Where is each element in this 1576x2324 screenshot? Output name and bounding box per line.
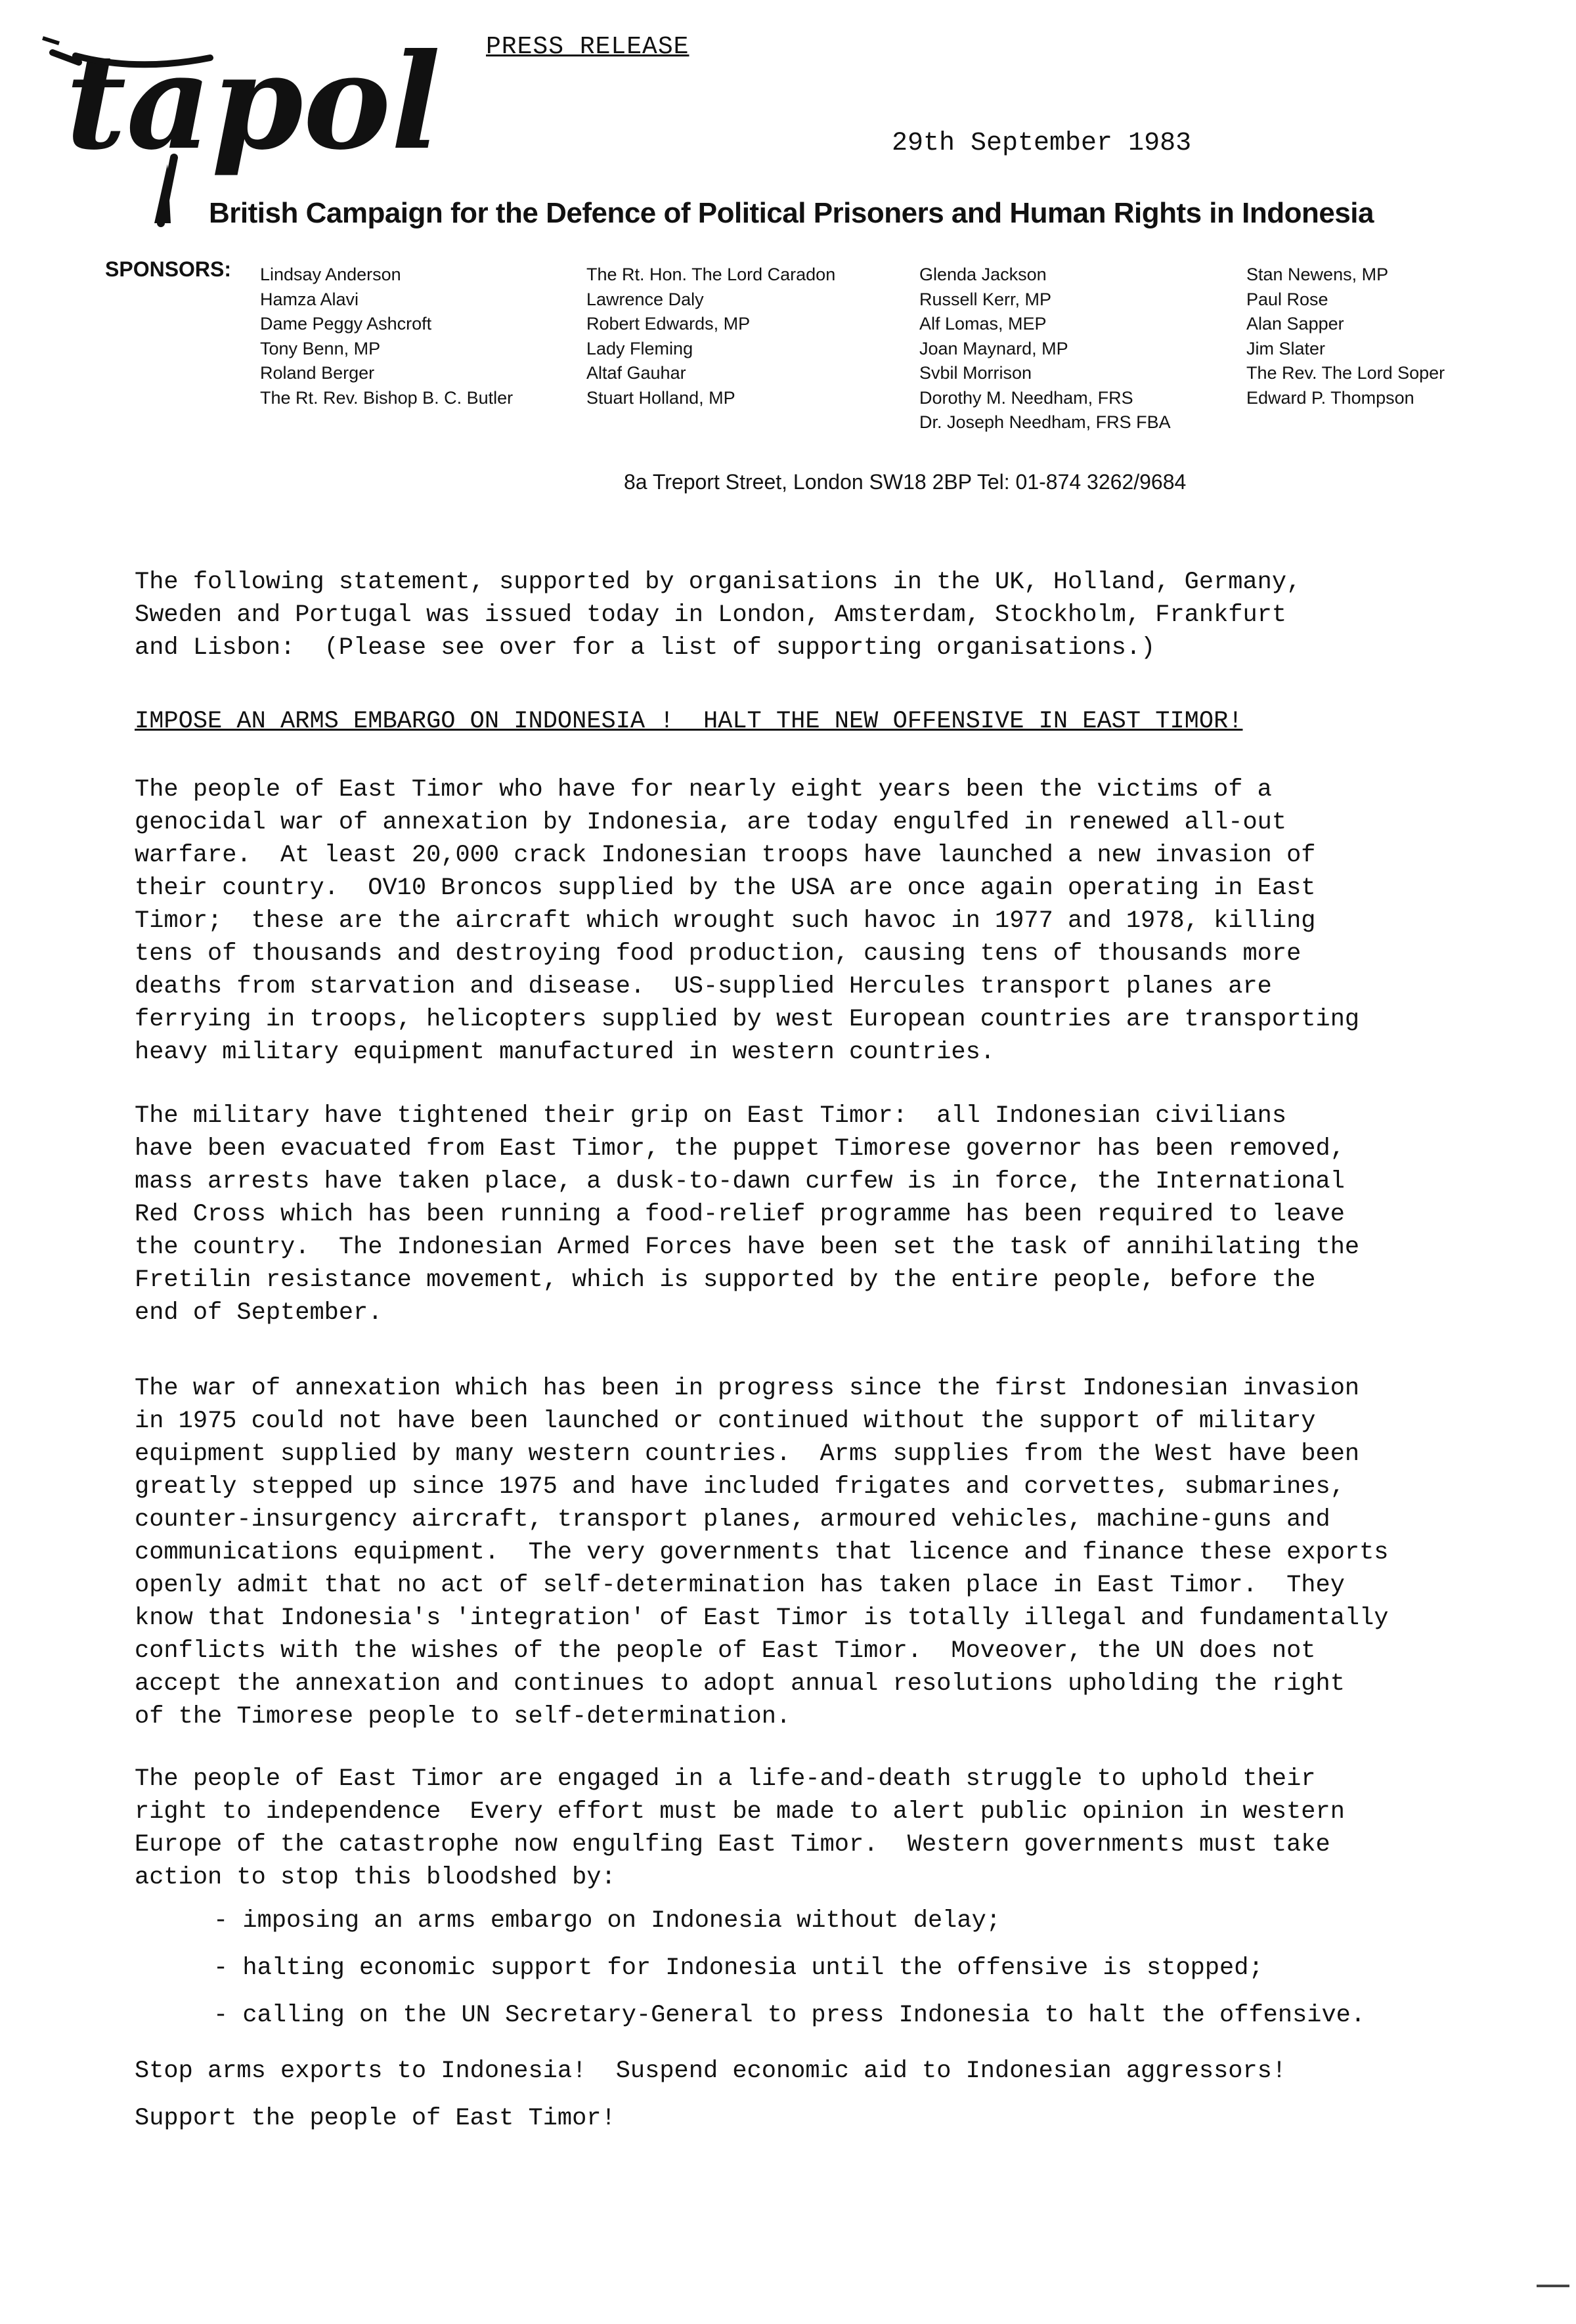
sponsor-name: Alf Lomas, MEP — [919, 314, 1047, 334]
demand-item: - calling on the UN Secretary-General to press Indonesia to halt the offensive. — [213, 2002, 1366, 2029]
sponsor-name: Alan Sapper — [1246, 314, 1344, 334]
closing-slogan: Stop arms exports to Indonesia! Suspend economic aid to Indonesian aggressors! — [135, 2057, 1287, 2085]
sponsor-name: Lawrence Daly — [586, 289, 704, 309]
sponsor-name: The Rt. Hon. The Lord Caradon — [586, 265, 836, 284]
sponsor-name: Hamza Alavi — [260, 289, 359, 309]
body-paragraph: The people of East Timor who have for nearly eight years been the victims of a genocidal war of annexation by Indonesia, are today engulfed in renewed all-out warfare. At least 20,000 crack Indonesian troops have launched a new invasion of their country. OV10 Broncos supplied by the USA are once again operating in East Timor; these are the aircraft which wrought such havoc in 1977 and 1978, killing tens of thousands and destroying food production, causing tens of thousands more deaths from starvation and disease. US-supplied Hercules transport planes are ferrying in troops, helicopters supplied by west European countries are transporting heavy military equipment manufactured in western countries. — [135, 776, 1360, 1066]
sponsor-name: Tony Benn, MP — [260, 338, 381, 358]
sponsor-name: Roland Berger — [260, 363, 375, 383]
sponsor-name: Dr. Joseph Needham, FRS FBA — [919, 412, 1171, 432]
sponsor-name: Lady Fleming — [586, 338, 693, 358]
sponsor-name: Altaf Gauhar — [586, 363, 686, 383]
release-date: 29th September 1983 — [892, 129, 1192, 158]
organisation-name: British Campaign for the Defence of Political Prisoners and Human Rights in Indonesia — [209, 197, 1374, 229]
sponsor-column — [1246, 263, 1445, 410]
closing-slogan: Support the people of East Timor! — [135, 2105, 616, 2132]
sponsor-name: Joan Maynard, MP — [919, 338, 1068, 358]
demand-item: - imposing an arms embargo on Indonesia without delay; — [213, 1907, 1001, 1935]
sponsor-name: Edward P. Thompson — [1246, 387, 1414, 408]
sponsor-name: Jim Slater — [1246, 338, 1326, 358]
sponsor-name: Glenda Jackson — [919, 265, 1047, 284]
contact-address: 8a Treport Street, London SW18 2BP Tel: 01-874 3262/9684 — [624, 470, 1187, 494]
sponsor-name: Dorothy M. Needham, FRS — [919, 387, 1133, 408]
sponsor-name: Russell Kerr, MP — [919, 289, 1052, 309]
sponsor-name: Stan Newens, MP — [1246, 265, 1389, 284]
logo-wordmark: tapol — [66, 26, 441, 179]
body-paragraph: The military have tightened their grip on East Timor: all Indonesian civilians have been evacuated from East Timor, the puppet Timorese governor has been removed, mass arrests have taken place, a dusk-to-dawn curfew is in force, the International Red Cross which has been running a food-relief programme has been required to leave the country. The Indonesian Armed Forces have been set the task of annihilating the Fretilin resistance movement, which is supported by the entire people, before the end of September. — [135, 1102, 1360, 1327]
sponsor-name: Svbil Morrison — [919, 363, 1032, 383]
page-mark — [1537, 2285, 1569, 2287]
sponsor-column — [919, 263, 1171, 435]
sponsor-name: Robert Edwards, MP — [586, 314, 751, 334]
sponsor-name: The Rt. Rev. Bishop B. C. Butler — [260, 387, 514, 408]
body-paragraph: The war of annexation which has been in progress since the first Indonesian invasion in 1975 could not have been launched or continued without the support of military equipment supplied by many western countries. Arms supplies from the West have been greatly stepped up since 1975 and have included frigates and corvettes, submarines, counter-insurgency aircraft, transport planes, armoured vehicles, machine-guns and communications equipment. The very governments that licence and finance these exports openly admit that no act of self-determination has taken place in East Timor. They know that Indonesia's 'integration' of East Timor is totally illegal and fundamentally conflicts with the wishes of the people of East Timor. Moveover, the UN does not accept the annexation and continues to adopt annual resolutions upholding the right of the Timorese people to self-determination. — [135, 1375, 1389, 1731]
sponsor-name: Paul Rose — [1246, 289, 1328, 309]
sponsors-label: SPONSORS: — [105, 257, 232, 281]
sponsor-column — [586, 263, 835, 410]
intro-paragraph: The following statement, supported by organisations in the UK, Holland, Germany, Sweden and Portugal was issued today in London, Amsterdam, Stockholm, Frankfurt and Lisbon: (Please see over for a list of supporting organisations.) — [135, 569, 1302, 662]
body-paragraph: The people of East Timor are engaged in a life-and-death struggle to uphold their right to independence Every effort must be made to alert public opinion in western Europe of the catastrophe now engulfing East Timor. Western governments must take action to stop this bloodshed by: — [135, 1765, 1345, 1891]
sponsor-column — [260, 263, 513, 410]
demand-item: - halting economic support for Indonesia until the offensive is stopped; — [213, 1954, 1263, 1982]
sponsor-name: Dame Peggy Ashcroft — [260, 314, 432, 334]
sponsor-name: Stuart Holland, MP — [586, 387, 735, 408]
statement-headline: IMPOSE AN ARMS EMBARGO ON INDONESIA ! HALT THE NEW OFFENSIVE IN EAST TIMOR! — [135, 708, 1243, 735]
sponsor-name: Lindsay Anderson — [260, 265, 401, 284]
sponsor-name: The Rev. The Lord Soper — [1246, 363, 1445, 383]
press-release-label: PRESS RELEASE — [486, 33, 690, 61]
